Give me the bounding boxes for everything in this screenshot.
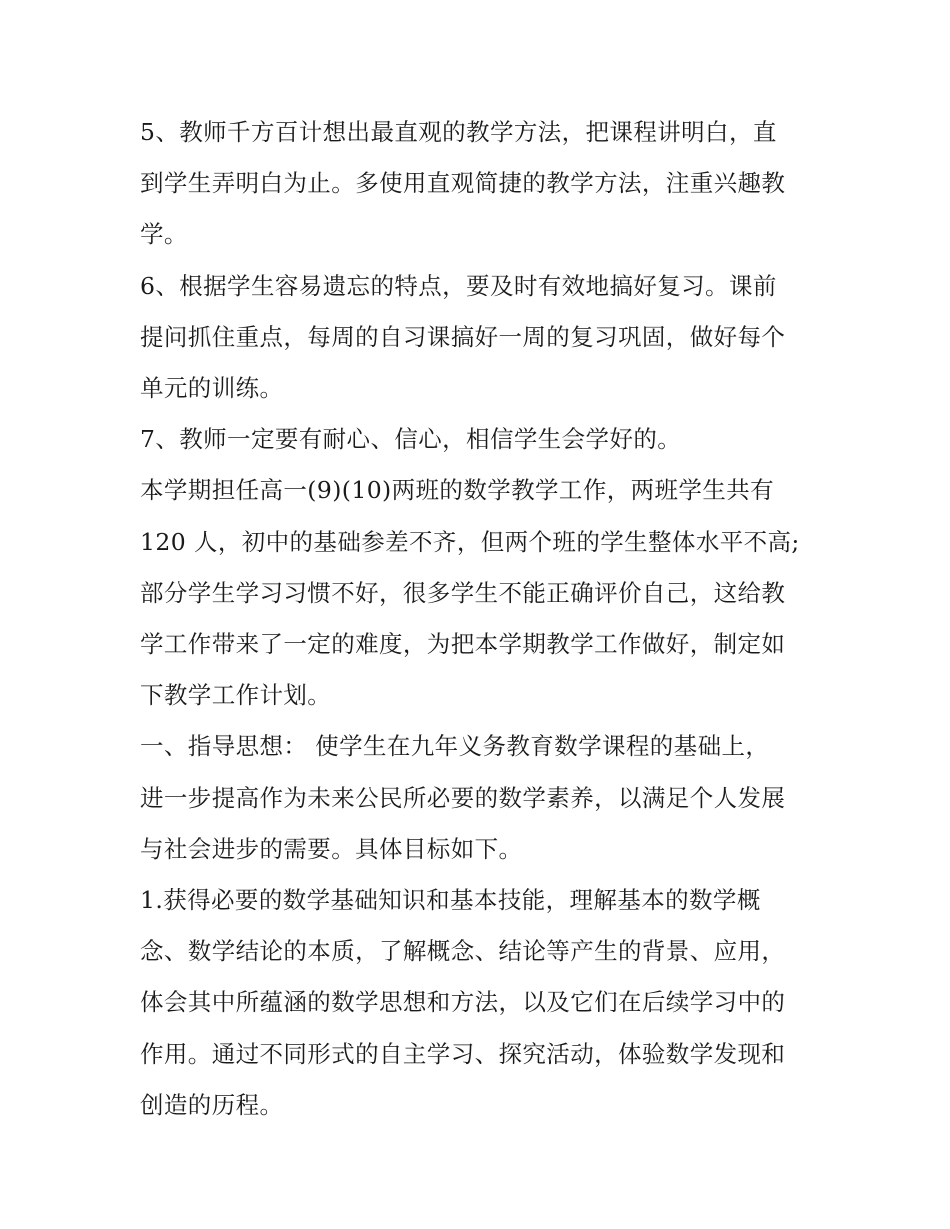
text-line: 6、根据学生容易遗忘的特点，要及时有效地搞好复习。课前 [140, 271, 777, 300]
text-line: 120 人，初中的基础参差不齐，但两个班的学生整体水平不高; [140, 527, 800, 556]
paragraph-item-7 [140, 414, 820, 465]
text-line: 到学生弄明白为止。多使用直观简捷的教学方法，注重兴趣教 [140, 169, 786, 198]
paragraph-goal-1 [140, 875, 820, 1131]
paragraph-item-5 [140, 107, 820, 261]
text-line: 单元的训练。 [140, 374, 284, 403]
text-line: 学工作带来了一定的难度，为把本学期教学工作做好，制定如 [140, 630, 786, 659]
text-line: 学。 [140, 220, 188, 249]
text-line: 5、教师千方百计想出最直观的教学方法，把课程讲明白，直 [140, 118, 777, 146]
text-line: 念、数学结论的本质，了解概念、结论等产生的背景、应用， [140, 937, 786, 966]
paragraph-guiding-thought [140, 721, 820, 875]
text-line: 7、教师一定要有耐心、信心，相信学生会学好的。 [140, 425, 682, 454]
text-line: 与社会进步的需要。具体目标如下。 [140, 834, 523, 863]
text-line: 创造的历程。 [140, 1090, 284, 1119]
text-line: 作用。通过不同形式的自主学习、探究活动，体验数学发现和 [140, 1039, 786, 1068]
document-body [140, 107, 820, 1131]
paragraph-item-6 [140, 261, 820, 415]
paragraph-intro [140, 465, 820, 721]
text-line: 下教学工作计划。 [140, 681, 332, 710]
text-line: 本学期担任高一(9)(10)两班的数学教学工作，两班学生共有 [140, 476, 775, 505]
text-line: 部分学生学习习惯不好，很多学生不能正确评价自己，这给教 [140, 578, 786, 607]
text-line: 体会其中所蕴涵的数学思想和方法，以及它们在后续学习中的 [140, 988, 786, 1017]
text-line: 一、指导思想： 使学生在九年义务教育数学课程的基础上， [140, 732, 770, 761]
text-line: 1.获得必要的数学基础知识和基本技能，理解基本的数学概 [140, 886, 761, 915]
text-line: 进一步提高作为未来公民所必要的数学素养，以满足个人发展 [140, 783, 786, 812]
text-line: 提问抓住重点，每周的自习课搞好一周的复习巩固，做好每个 [140, 322, 786, 351]
